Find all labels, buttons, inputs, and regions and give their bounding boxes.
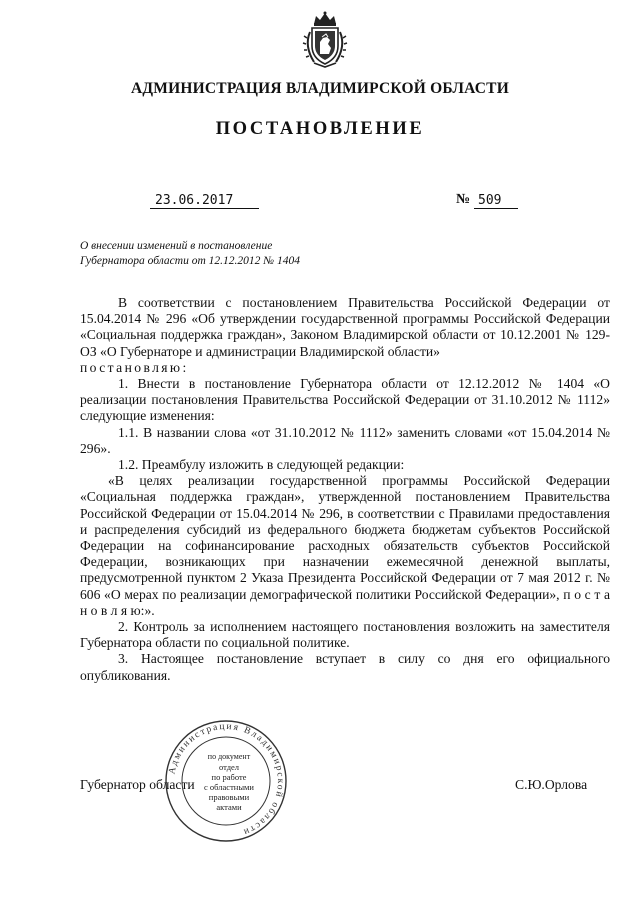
stamp-inner-line: отдел [218, 762, 240, 772]
stamp-inner-line: правовыми [208, 792, 250, 802]
document-body [80, 295, 610, 684]
coat-of-arms-emblem [300, 10, 350, 70]
subject-line-2: Губернатора области от 12.12.2012 № 1404 [80, 255, 300, 267]
organization-name: АДМИНИСТРАЦИЯ ВЛАДИМИРСКОЙ ОБЛАСТИ [131, 80, 509, 97]
stamp-inner-text [199, 752, 259, 812]
document-date: 23.06.2017 [150, 193, 259, 209]
paragraph-item-1-1: 1.1. В названии слова «от 31.10.2012 № 1112» заменить словами «от 15.04.2014 № 296». [80, 424, 610, 456]
paragraph-preamble: В соответствии с постановлением Правительства Российской Федерации от 15.04.2014 № 296 «Об утверждении государственной программы Российской Федерации «Социальная поддержка граждан», Законом Владимирской области от 10.12.2001 № 129-ОЗ «О Губернаторе и администрации Владимирской области» [80, 295, 610, 359]
paragraph-item-1: 1. Внести в постановление Губернатора области от 12.12.2012 № 1404 «О реализации постановления Правительства Российской Федерации от 31.10.2012 № 1112» следующие изменения: [80, 376, 610, 424]
paragraph-item-2: 2. Контроль за исполнением настоящего постановления возложить на заместителя Губернатора области по социальной политике. [80, 619, 610, 651]
signatory-position: Губернатор области [80, 777, 195, 792]
document-subject [80, 239, 300, 269]
stamp-ring-text: Администрация Владимирской области [167, 721, 286, 838]
paragraph-resolve: постановляю: [80, 359, 189, 375]
paragraph-new-preamble: «В целях реализации государственной программы Российской Федерации «Социальная поддержка граждан», утвержденной постановлением Правительства Российской Федерации от 15.04.2014 № 296, в соответствии с Правилами предоставления и распределения субсидий из федерального бюджета бюджетам субъектов Российской Федерации на софинансирование расходных обязательств субъектов Российской Федерации, возникающих при назначении ежемесячной денежной выплаты, предусмотренной пунктом 2 Указа Президента Российской Федерации от 7 мая 2012 г. № 606 «О мерах по реализации демографической политики Российской Федерации», п о с т а н о в л я ю:». [80, 473, 610, 618]
document-number: 509 [474, 193, 518, 209]
subject-line-1: О внесении изменений в постановление [80, 240, 273, 252]
stamp-inner-line: с областными [204, 782, 254, 792]
paragraph-item-1-2: 1.2. Преамбулу изложить в следующей редакции: [118, 457, 405, 473]
document-type: ПОСТАНОВЛЕНИЕ [215, 119, 425, 139]
paragraph-item-3: 3. Настоящее постановление вступает в силу со дня его официального опубликования. [80, 651, 610, 683]
signatory-name: С.Ю.Орлова [515, 777, 588, 792]
stamp-inner-line: по работе [211, 772, 247, 782]
stamp-inner-line: по документ [207, 752, 251, 761]
stamp-inner-line: актами [216, 802, 242, 812]
number-label: № [456, 192, 471, 207]
